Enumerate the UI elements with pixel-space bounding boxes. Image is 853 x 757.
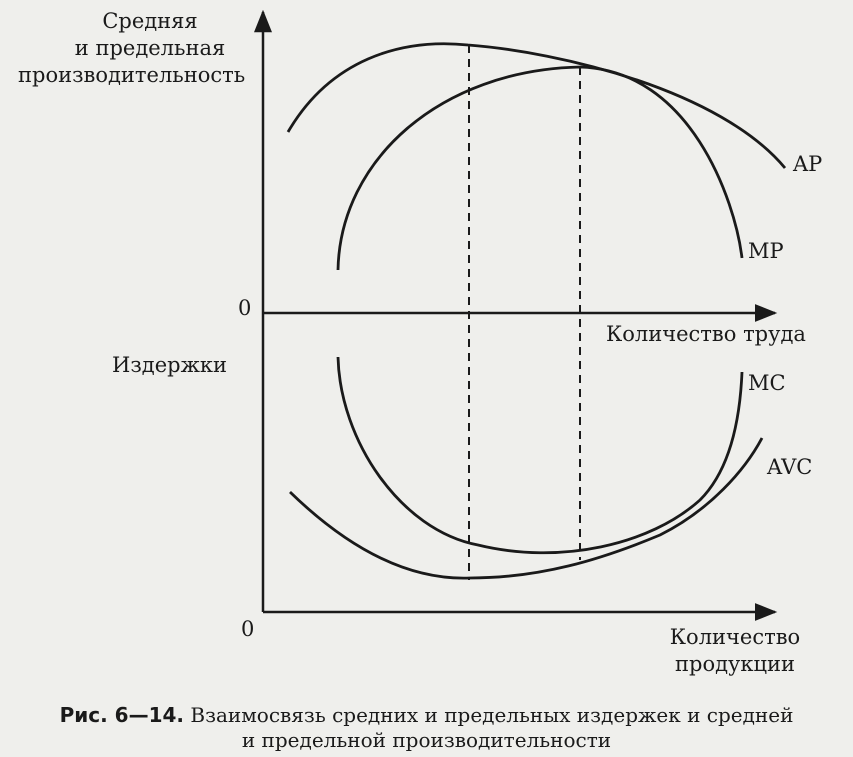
top-zero-label: 0 <box>238 296 252 320</box>
figure-caption-line2: и предельной производительности <box>241 728 612 752</box>
top-y-label-line1: Средняя <box>102 9 198 33</box>
output-axis-label-line1: Количество <box>669 625 801 649</box>
bottom-zero-label: 0 <box>241 617 255 641</box>
figure-caption-line1 <box>0 703 853 727</box>
top-y-label-line3: производительность <box>18 63 246 87</box>
top-y-label-line2: и предельная <box>74 36 226 60</box>
figure-number: Рис. 6—14. <box>59 703 185 727</box>
output-axis-label-line2: продукции <box>675 652 795 676</box>
ap-curve <box>288 44 785 168</box>
mp-label: MP <box>748 239 784 263</box>
avc-label: AVC <box>767 455 813 479</box>
costs-label: Издержки <box>112 353 228 377</box>
ap-label: AP <box>793 152 823 176</box>
labor-axis-label: Количество труда <box>606 322 806 346</box>
mc-label: MC <box>748 371 786 395</box>
caption-text-line1: Взаимосвязь средних и предельных издержек и средней <box>190 703 794 727</box>
